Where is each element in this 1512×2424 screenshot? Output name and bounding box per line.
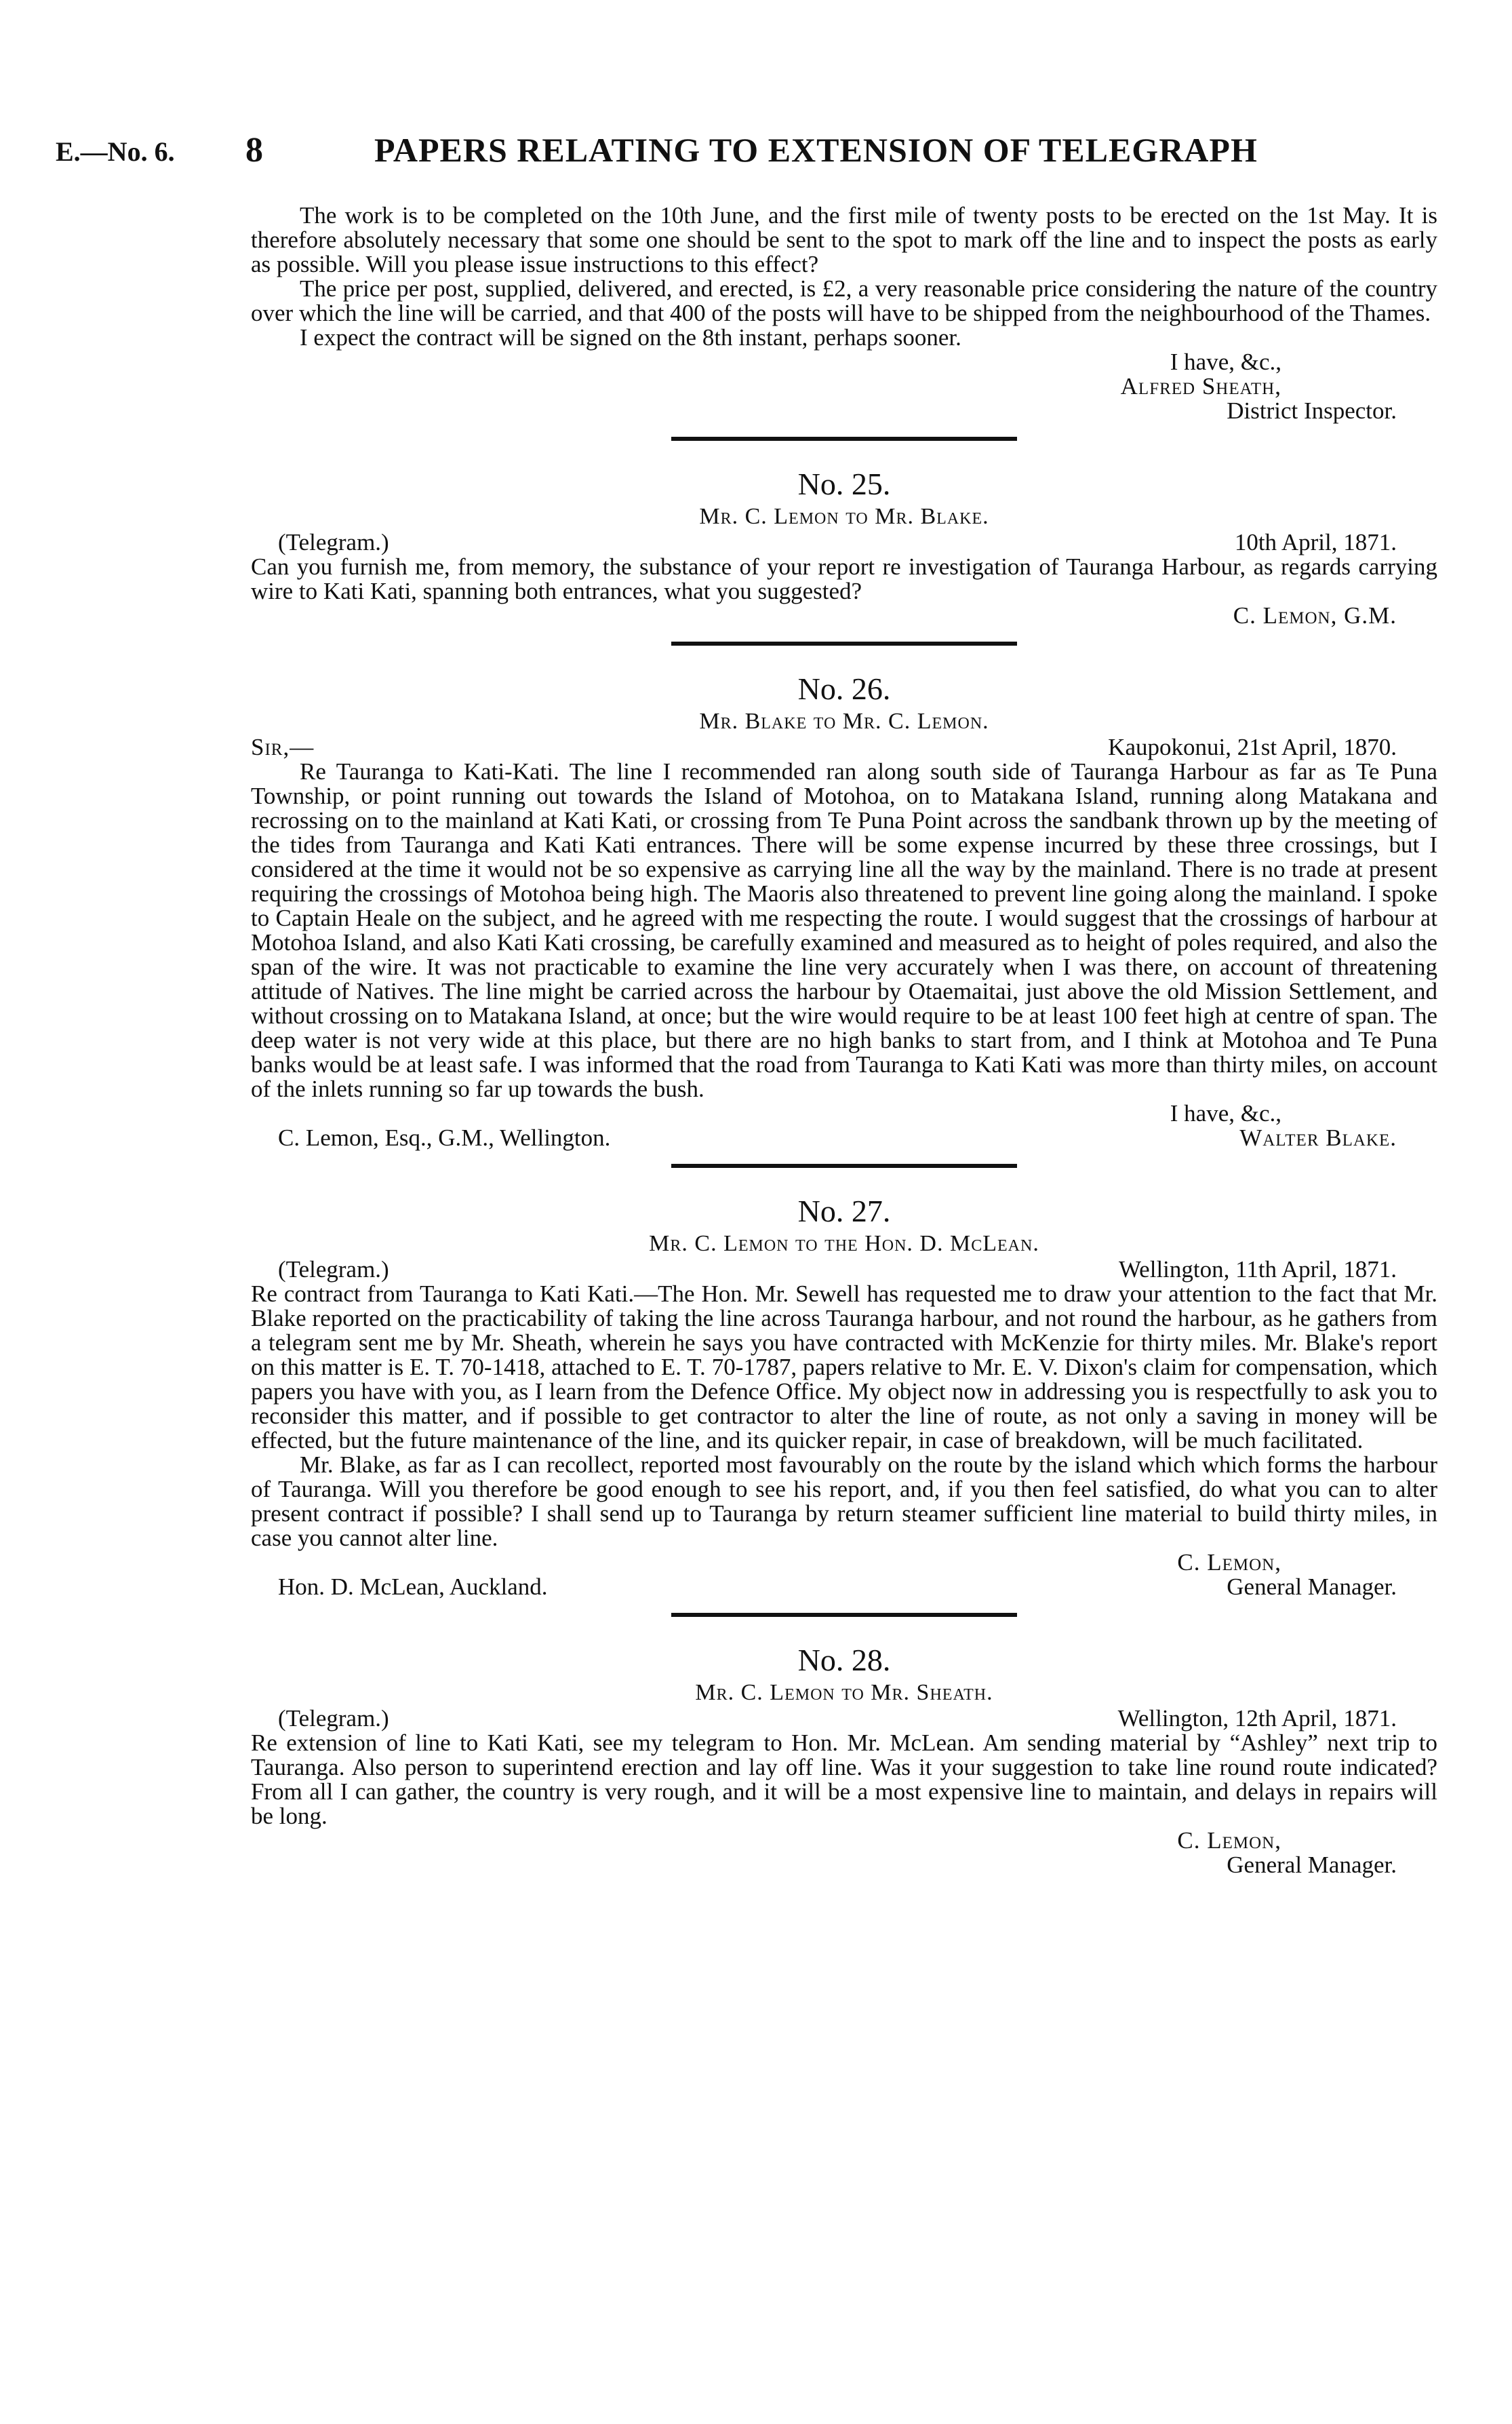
signatory-title: General Manager. (1227, 1573, 1397, 1600)
signatory: C. Lemon, (1177, 1549, 1281, 1576)
addressee: C. Lemon, Esq., G.M., Wellington. (278, 1125, 611, 1151)
document-kind: (Telegram.) (278, 529, 389, 555)
page-body (251, 203, 1437, 1877)
closing: I have, &c., (1170, 1100, 1281, 1127)
paragraph: Re Tauranga to Kati-Kati. The line I recommended ran along south side of Tauranga Harbour as far as Te Puna Township, or point running out towards the Island of Motohoa, on to Matakana Island, running along Matakana and recrossing on to the mainland at Kati Kati, or crossing from Te Puna Point across the sandbank thrown up by the meeting of the tides from Tauranga and Kati Kati entrances. There will be some expense incurred by these three crossings, but I considered at the time it would not be so expensive as carrying line all the way by the mainland. There is no trade at present requiring the crossings of Motohoa being high. The Maoris also threatened to prevent line going along the mainland. I spoke to Captain Heale on the subject, and he agreed with me respecting the route. I would suggest that the crossings of harbour at Motohoa Island, and also Kati Kati crossing, be carefully examined and measured as to height of poles required, and also the span of the wire. It was not practicable to examine the line very accurately when I was there, on account of threatening attitude of Natives. The line might be carried across the harbour by Otaemaitai, just above the old Mission Settlement, and without crossing on to Matakana Island, at once; but the wire would require to be at least 100 feet high at centre of span. The deep water is not very wide at this place, but there are no high banks to start from, and I think at Motohoa and Te Puna banks would be at least safe. I was informed that the road from Tauranga to Kati Kati was more than thirty miles, on account of the inlets running so far up towards the bush. (251, 758, 1437, 1102)
section-divider (671, 642, 1017, 646)
signatory: Alfred Sheath, (1120, 373, 1281, 399)
section-divider (671, 1164, 1017, 1168)
document-number: No. 27. (797, 1194, 891, 1228)
signatory-title: General Manager. (1227, 1852, 1397, 1878)
closing: I have, &c., (1170, 349, 1281, 375)
paragraph: I expect the contract will be signed on the 8th instant, perhaps sooner. (300, 324, 961, 351)
document-number: No. 25. (797, 467, 891, 501)
section-divider (671, 437, 1017, 441)
document-reference: E.—No. 6. (56, 136, 175, 167)
paragraph: The price per post, supplied, delivered, and erected, is £2, a very reasonable price considering the nature of the country over which the line will be carried, and that 400 of the posts will have to be shipped from the neighbourhood of the Thames. (251, 275, 1437, 326)
paragraph: Can you furnish me, from memory, the substance of your report re investigation of Tauranga Harbour, as regards carrying wire to Kati Kati, spanning both entrances, what you suggested? (251, 553, 1437, 604)
document-no-25 (251, 465, 1437, 628)
page-number: 8 (245, 131, 263, 170)
document-date: 10th April, 1871. (1234, 529, 1397, 555)
page-title: PAPERS RELATING TO EXTENSION OF TELEGRAPH (374, 131, 1258, 169)
signatory: C. Lemon, G.M. (1233, 602, 1397, 629)
from-to-line: Mr. C. Lemon to Mr. Blake. (699, 504, 989, 529)
document-date: Kaupokonui, 21st April, 1870. (1108, 734, 1397, 760)
from-to-line: Mr. Blake to Mr. C. Lemon. (699, 709, 989, 734)
document-no-26 (251, 670, 1437, 1150)
letter-continuation (251, 203, 1437, 423)
from-to-line: Mr. C. Lemon to Mr. Sheath. (695, 1680, 993, 1705)
document-number: No. 26. (797, 671, 891, 706)
page-header (56, 130, 1439, 184)
section-divider (671, 1613, 1017, 1617)
signatory: C. Lemon, (1177, 1827, 1281, 1854)
signatory: Walter Blake. (1239, 1125, 1397, 1151)
document-kind: (Telegram.) (278, 1705, 389, 1732)
document-no-28 (251, 1641, 1437, 1877)
document-date: Wellington, 11th April, 1871. (1118, 1256, 1397, 1283)
paragraph: The work is to be completed on the 10th June, and the first mile of twenty posts to be erected on the 1st May. It is therefore absolutely necessary that some one should be sent to the spot to mark off the line and to inspect the posts as early as possible. Will you please issue instructions to this effect? (251, 202, 1437, 277)
from-to-line: Mr. C. Lemon to the Hon. D. McLean. (649, 1231, 1039, 1256)
document-number: No. 28. (797, 1643, 891, 1677)
document-kind: (Telegram.) (278, 1256, 389, 1283)
salutation: Sir,— (251, 734, 315, 760)
document-no-27 (251, 1192, 1437, 1599)
paragraph: Mr. Blake, as far as I can recollect, reported most favourably on the route by the island which which forms the harbour of Tauranga. Will you therefore be good enough to see his report, and, if you then feel satisfied, do what you can to alter present contract if possible? I shall send up to Tauranga by return steamer sufficient line material to build thirty miles, in case you cannot alter line. (251, 1451, 1437, 1551)
paragraph: Re extension of line to Kati Kati, see my telegram to Hon. Mr. McLean. Am sending material by “Ashley” next trip to Tauranga. Also person to superintend erection and lay off line. Was it your suggestion to take line round route indicated? From all I can gather, the country is very rough, and it will be a most expensive line to maintain, and delays in repairs will be long. (251, 1729, 1437, 1829)
signatory-title: District Inspector. (1227, 397, 1397, 424)
paragraph: Re contract from Tauranga to Kati Kati.—The Hon. Mr. Sewell has requested me to draw your attention to the fact that Mr. Blake reported on the practicability of taking the line across Tauranga harbour, and not round the harbour, as he gathers from a telegram sent me by Mr. Sheath, wherein he says you have contracted with McKenzie for thirty miles. Mr. Blake's report on this matter is E. T. 70-1418, attached to E. T. 70-1787, papers relative to Mr. E. V. Dixon's claim for compensation, which papers you have with you, as I learn from the Defence Office. My object now in addressing you is respectfully to ask you to reconsider this matter, and if possible to get contractor to alter the line of route, as not only a saving in money will be effected, but the future maintenance of the line, and its quicker repair, in case of breakdown, will be much facilitated. (251, 1281, 1437, 1453)
document-date: Wellington, 12th April, 1871. (1117, 1705, 1397, 1732)
addressee: Hon. D. McLean, Auckland. (278, 1573, 548, 1600)
